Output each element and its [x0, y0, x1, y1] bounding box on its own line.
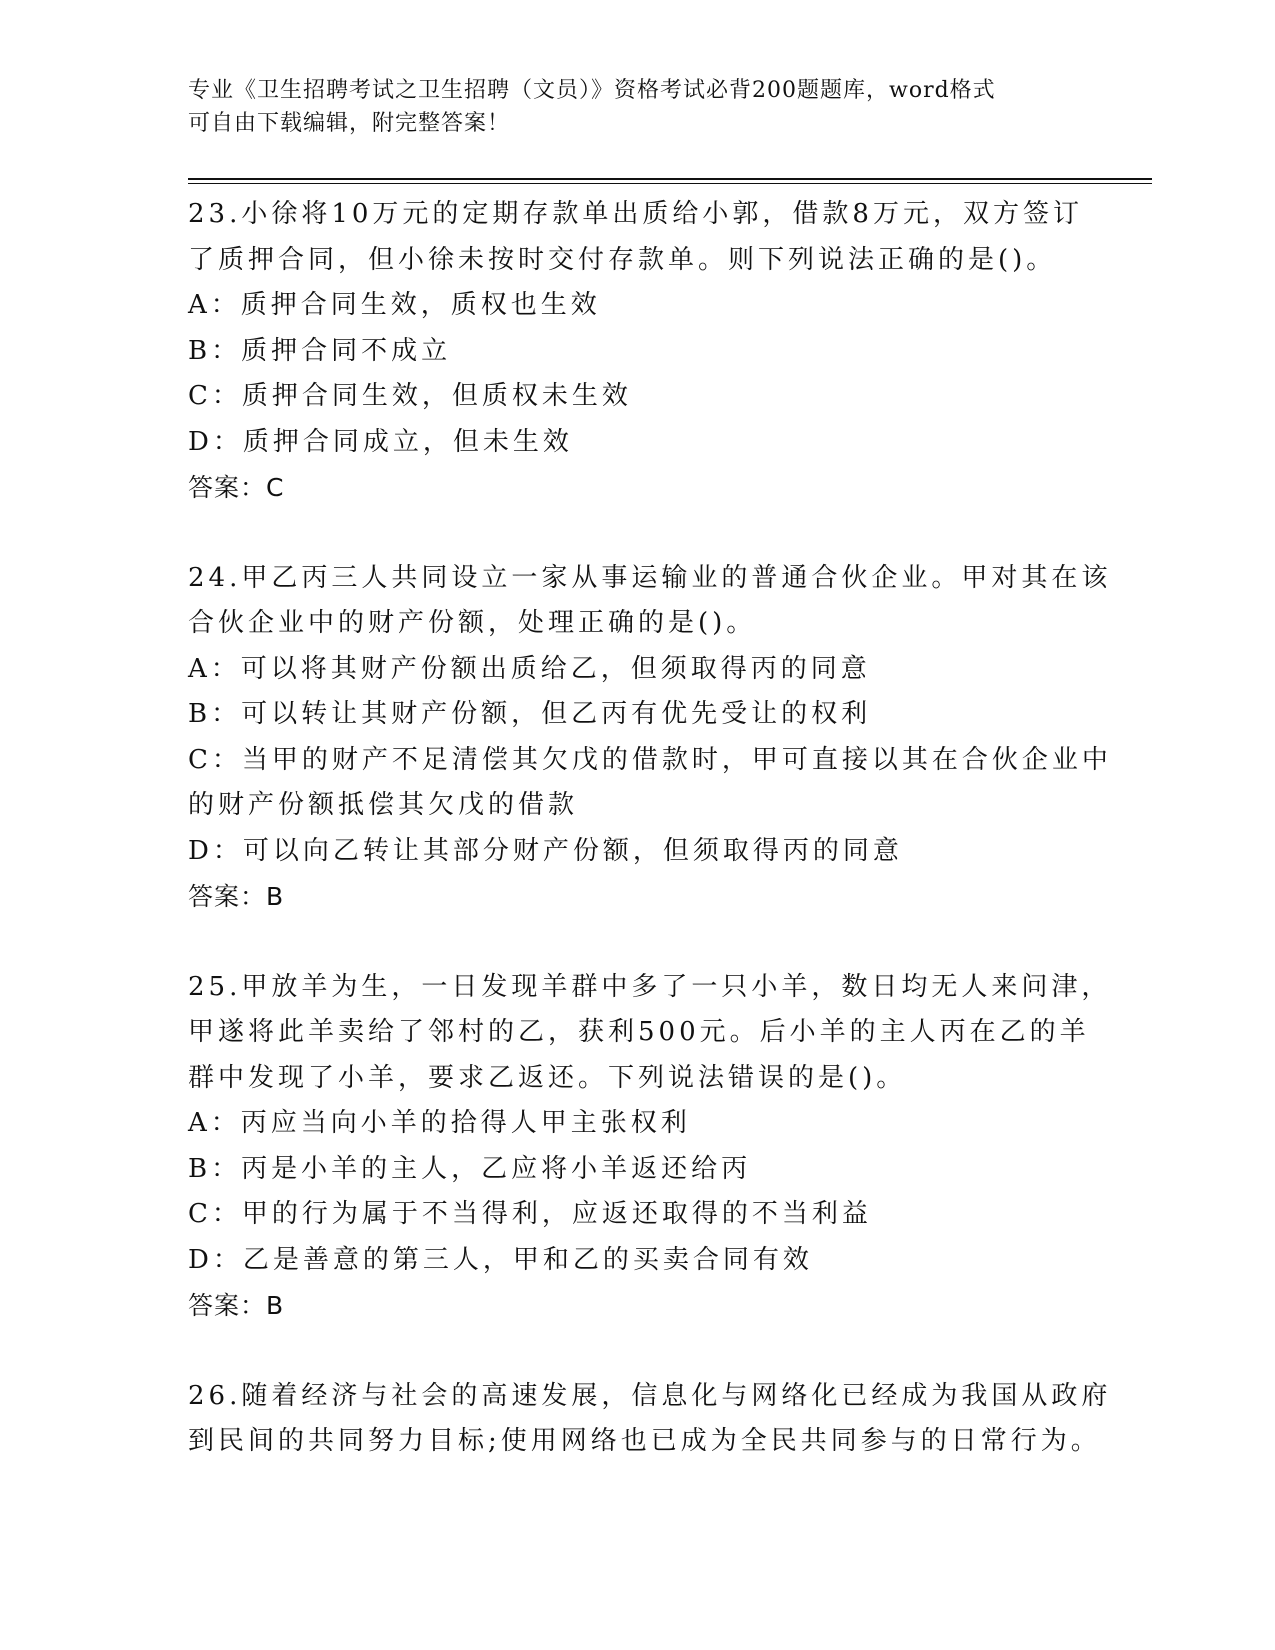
- option-c: C：当甲的财产不足清偿其欠戊的借款时，甲可直接以其在合伙企业中: [188, 744, 1112, 775]
- question-list: [188, 192, 1112, 1510]
- question-stem-line: 了质押合同，但小徐未按时交付存款单。则下列说法正确的是()。: [188, 244, 1057, 275]
- option-d: D：可以向乙转让其部分财产份额，但须取得丙的同意: [188, 835, 903, 866]
- question-stem-line: 到民间的共同努力目标;使用网络也已成为全民共同参与的日常行为。: [188, 1426, 1101, 1456]
- option-b: B：可以转让其财产份额，但乙丙有优先受让的权利: [188, 699, 872, 729]
- question-stem-line: 合伙企业中的财产份额，处理正确的是()。: [188, 608, 757, 638]
- document-header: [188, 74, 1088, 140]
- header-line-1: 专业《卫生招聘考试之卫生招聘（文员）》资格考试必背200题题库，word格式: [188, 78, 996, 103]
- question-stem-line: 群中发现了小羊，要求乙返还。下列说法错误的是()。: [188, 1062, 907, 1093]
- question-stem-line: 甲遂将此羊卖给了邻村的乙，获利500元。后小羊的主人丙在乙的羊: [188, 1017, 1090, 1047]
- option-c: C：甲的行为属于不当得利，应返还取得的不当利益: [188, 1199, 872, 1229]
- option-a: A：质押合同生效，质权也生效: [188, 290, 601, 320]
- option-a: A：丙应当向小羊的拾得人甲主张权利: [188, 1108, 691, 1138]
- question-23: [188, 192, 1088, 511]
- answer-line: 答案：B: [188, 882, 285, 911]
- answer-line: 答案：B: [188, 1291, 285, 1320]
- option-c: C：质押合同生效，但质权未生效: [188, 381, 632, 411]
- header-divider-thick: [188, 178, 1152, 180]
- option-b: B：丙是小羊的主人，乙应将小羊返还给丙: [188, 1153, 752, 1184]
- answer-line: 答案：C: [188, 473, 285, 502]
- question-25: [188, 965, 1112, 1329]
- header-divider-thin: [188, 183, 1152, 184]
- question-24: [188, 556, 1112, 920]
- question-stem-line: 26.随着经济与社会的高速发展，信息化与网络化已经成为我国从政府: [188, 1380, 1112, 1411]
- question-stem-line: 25.甲放羊为生，一日发现羊群中多了一只小羊，数日均无人来问津，: [188, 971, 1112, 1002]
- option-c-continued: 的财产份额抵偿其欠戊的借款: [188, 790, 579, 820]
- option-d: D：乙是善意的第三人，甲和乙的买卖合同有效: [188, 1244, 813, 1275]
- question-26: [188, 1374, 1112, 1465]
- header-line-2: 可自由下载编辑，附完整答案！: [188, 111, 511, 136]
- option-d: D：质押合同成立，但未生效: [188, 426, 573, 457]
- question-stem-line: 24.甲乙丙三人共同设立一家从事运输业的普通合伙企业。甲对其在该: [188, 562, 1112, 593]
- question-stem-line: 23.小徐将10万元的定期存款单出质给小郭，借款8万元，双方签订: [188, 199, 1083, 229]
- option-b: B：质押合同不成立: [188, 335, 452, 366]
- option-a: A：可以将其财产份额出质给乙，但须取得丙的同意: [188, 653, 871, 684]
